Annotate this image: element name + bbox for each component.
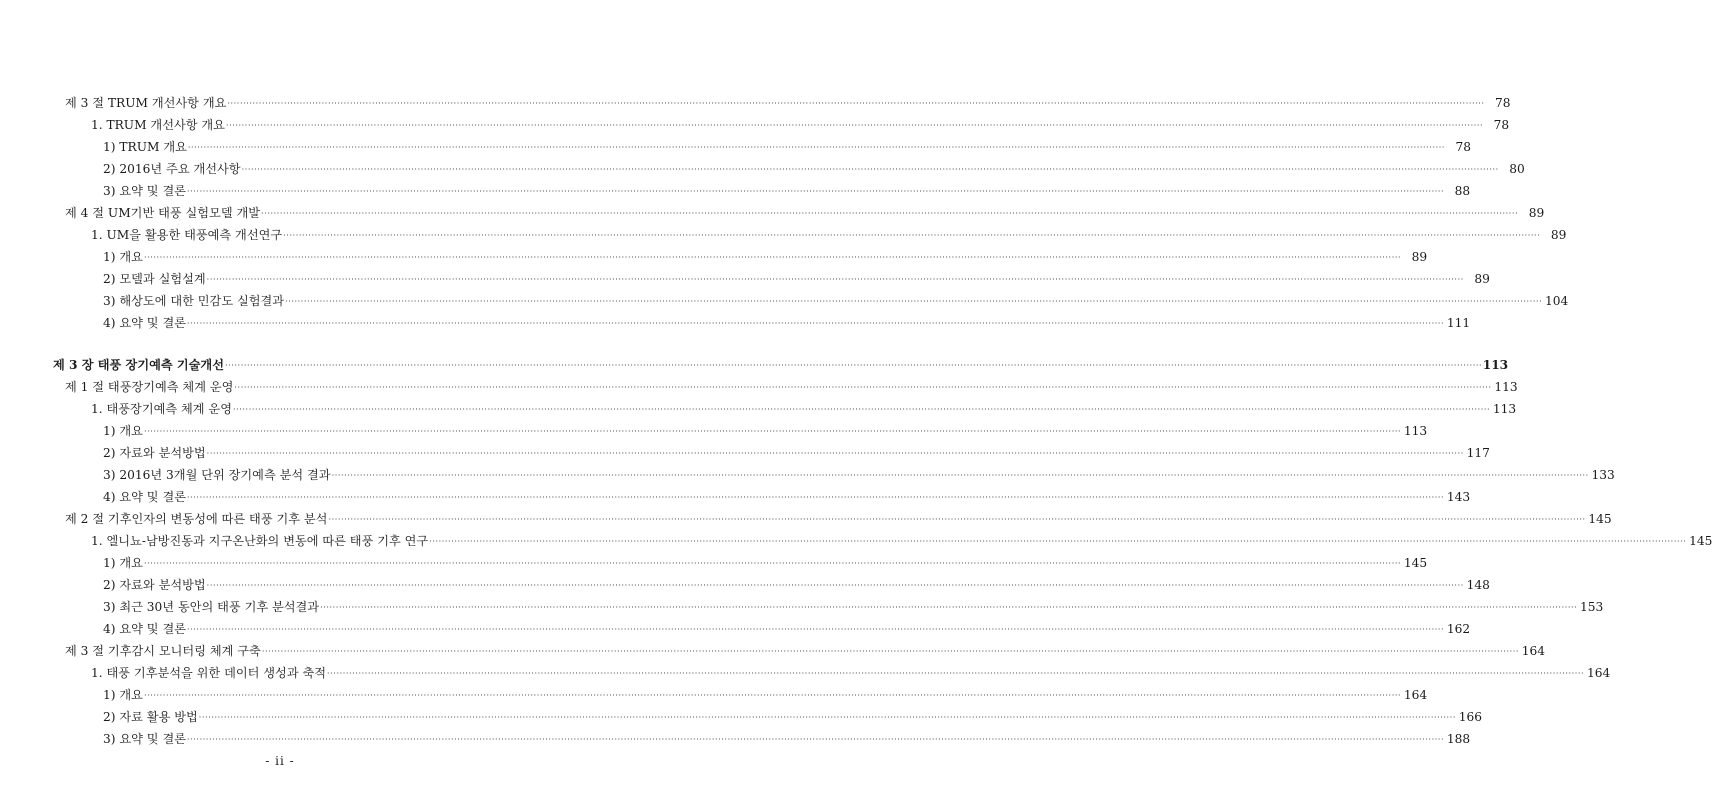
toc-dot-leader: ················································································································································································································································································································································································································ bbox=[187, 187, 1445, 196]
toc-entry-title: 2) 자료와 분석방법 bbox=[103, 446, 206, 460]
toc-entry-title: 1. 태풍 기후분석을 위한 데이터 생성과 축적 bbox=[91, 666, 327, 680]
toc-item-entry[interactable] bbox=[0, 592, 1604, 614]
toc-entry-title: 제 3 장 태풍 장기예측 기술개선 bbox=[53, 358, 224, 372]
toc-entry-page: 89 bbox=[1474, 272, 1490, 286]
toc-entry-title: 제 2 절 기후인자의 변동성에 따른 태풍 기후 분석 bbox=[65, 512, 328, 526]
toc-item-entry[interactable] bbox=[0, 614, 1471, 636]
toc-entry-page: 104 bbox=[1544, 294, 1569, 308]
toc-entry-page: 78 bbox=[1495, 96, 1511, 110]
toc-entry-title: 3) 2016년 3개월 단위 장기예측 분석 결과 bbox=[103, 468, 331, 482]
toc-dot-leader: ················································································································································································································································································································································································································ bbox=[143, 559, 1402, 568]
toc-section-entry[interactable] bbox=[0, 198, 1545, 220]
toc-item-entry[interactable] bbox=[0, 702, 1482, 724]
toc-item-entry[interactable] bbox=[0, 482, 1471, 504]
toc-dot-leader: ················································································································································································································································································································································································································ bbox=[232, 405, 1491, 414]
toc-dot-leader: ················································································································································································································································································································································································································ bbox=[331, 471, 1589, 480]
toc-subsection-entry[interactable] bbox=[0, 526, 1712, 548]
toc-entry-title: 제 3 절 TRUM 개선사항 개요 bbox=[65, 96, 227, 110]
toc-entry-page: 78 bbox=[1493, 118, 1510, 132]
toc-entry-title: 4) 요약 및 결론 bbox=[103, 490, 186, 504]
toc-entry-title: 3) 최근 30년 동안의 태풍 기후 분석결과 bbox=[103, 600, 320, 614]
toc-entry-title: 3) 요약 및 결론 bbox=[103, 184, 186, 198]
toc-item-entry[interactable] bbox=[0, 264, 1490, 286]
toc-dot-leader: ················································································································································································································································································································································································································ bbox=[429, 537, 1687, 546]
toc-entry-title: 4) 요약 및 결론 bbox=[103, 622, 186, 636]
toc-entry-page: 113 bbox=[1403, 424, 1428, 438]
toc-section-entry[interactable] bbox=[0, 372, 1518, 394]
toc-entry-title: 4) 요약 및 결론 bbox=[103, 316, 186, 330]
toc-section-entry[interactable] bbox=[0, 504, 1612, 526]
toc-entry-title: 1) TRUM 개요 bbox=[103, 140, 187, 154]
toc-section-entry[interactable] bbox=[0, 88, 1511, 110]
toc-subsection-entry[interactable] bbox=[0, 110, 1510, 132]
toc-item-entry[interactable] bbox=[0, 416, 1428, 438]
toc-entry-title: 2) 자료 활용 방법 bbox=[103, 710, 198, 724]
toc-dot-leader: ················································································································································································································································································································································································································ bbox=[283, 231, 1541, 240]
toc-item-entry[interactable] bbox=[0, 154, 1525, 176]
page-number: - ii - bbox=[265, 754, 295, 768]
toc-item-entry[interactable] bbox=[0, 286, 1569, 308]
toc-subsection-entry[interactable] bbox=[0, 220, 1567, 242]
toc-entry-page: 162 bbox=[1446, 622, 1471, 636]
toc-dot-leader: ················································································································································································································································································································································································································ bbox=[143, 427, 1402, 436]
toc-entry-page: 145 bbox=[1588, 512, 1612, 526]
toc-dot-leader: ················································································································································································································································································································································································································ bbox=[261, 647, 1520, 656]
toc-entry-page: 153 bbox=[1580, 600, 1604, 614]
toc-item-entry[interactable] bbox=[0, 132, 1472, 154]
toc-entry-page: 89 bbox=[1411, 250, 1428, 264]
toc-dot-leader: ················································································································································································································································································································································································································ bbox=[187, 493, 1445, 502]
toc-dot-leader: ················································································································································································································································································································································································································ bbox=[320, 603, 1578, 612]
toc-dot-leader: ················································································································································································································································································································································································································ bbox=[206, 275, 1464, 284]
toc-entry-title: 1. 엘니뇨-남방진동과 지구온난화의 변동에 따른 태풍 기후 연구 bbox=[91, 534, 429, 548]
toc-entry-title: 1. 태풍장기예측 체계 운영 bbox=[91, 402, 232, 416]
toc-dot-leader: ················································································································································································································································································································································································································ bbox=[198, 713, 1456, 722]
toc-entry-page: 133 bbox=[1591, 468, 1615, 482]
toc-chapter-entry[interactable] bbox=[0, 350, 1509, 372]
toc-entry-page: 113 bbox=[1482, 358, 1509, 372]
toc-entry-title: 제 1 절 태풍장기예측 체계 운영 bbox=[65, 380, 234, 394]
toc-entry-title: 2) 모델과 실험설계 bbox=[103, 272, 206, 286]
toc-item-entry[interactable] bbox=[0, 176, 1471, 198]
toc-entry-title: 1) 개요 bbox=[103, 556, 143, 570]
toc-item-entry[interactable] bbox=[0, 570, 1490, 592]
toc-item-entry[interactable] bbox=[0, 242, 1428, 264]
toc-entry-page: 88 bbox=[1454, 184, 1471, 198]
toc-entry-page: 188 bbox=[1446, 732, 1471, 746]
toc-dot-leader: ················································································································································································································································································································································································································ bbox=[225, 121, 1484, 130]
toc-entry-page: 164 bbox=[1586, 666, 1611, 680]
toc-dot-leader: ················································································································································································································································································································································································································ bbox=[187, 319, 1445, 328]
toc-dot-leader: ················································································································································································································································································································································································································ bbox=[261, 209, 1519, 218]
toc-dot-leader: ················································································································································································································································································································································································································ bbox=[224, 361, 1483, 370]
toc-entry-page: 164 bbox=[1521, 644, 1546, 658]
toc-section-entry[interactable] bbox=[0, 636, 1546, 658]
toc-item-entry[interactable] bbox=[0, 308, 1471, 330]
toc-entry-title: 1) 개요 bbox=[103, 688, 143, 702]
toc-entry-title: 1) 개요 bbox=[103, 250, 143, 264]
toc-entry-page: 145 bbox=[1689, 534, 1712, 548]
toc-item-entry[interactable] bbox=[0, 680, 1428, 702]
toc-entry-title: 2) 2016년 주요 개선사항 bbox=[103, 162, 241, 176]
toc-dot-leader: ················································································································································································································································································································································································································ bbox=[234, 383, 1492, 392]
toc-dot-leader: ················································································································································································································································································································································································································ bbox=[187, 625, 1445, 634]
toc-dot-leader: ················································································································································································································································································································································································································ bbox=[187, 735, 1445, 744]
toc-entry-title: 1. TRUM 개선사항 개요 bbox=[91, 118, 225, 132]
toc-entry-title: 제 4 절 UM기반 태풍 실험모델 개발 bbox=[65, 206, 261, 220]
toc-entry-title: 1) 개요 bbox=[103, 424, 143, 438]
toc-dot-leader: ················································································································································································································································································································································································································ bbox=[241, 165, 1499, 174]
toc-entry-page: 164 bbox=[1403, 688, 1428, 702]
toc-entry-page: 113 bbox=[1494, 380, 1518, 394]
toc-dot-leader: ················································································································································································································································································································································································································ bbox=[327, 669, 1585, 678]
toc-entry-title: 3) 요약 및 결론 bbox=[103, 732, 186, 746]
toc-entry-page: 166 bbox=[1458, 710, 1482, 724]
toc-item-entry[interactable] bbox=[0, 548, 1428, 570]
toc-dot-leader: ················································································································································································································································································································································································································ bbox=[206, 581, 1464, 590]
toc-entry-page: 145 bbox=[1403, 556, 1428, 570]
toc-entry-title: 제 3 절 기후감시 모니터링 체계 구축 bbox=[65, 644, 261, 658]
toc-subsection-entry[interactable] bbox=[0, 394, 1517, 416]
toc-dot-leader: ················································································································································································································································································································································································································ bbox=[328, 515, 1586, 524]
toc-dot-leader: ················································································································································································································································································································································································································ bbox=[206, 449, 1464, 458]
toc-entry-page: 89 bbox=[1528, 206, 1545, 220]
toc-entry-page: 78 bbox=[1455, 140, 1472, 154]
toc-dot-leader: ················································································································································································································································································································································································································ bbox=[143, 253, 1402, 262]
toc-entry-title: 3) 해상도에 대한 민감도 실험결과 bbox=[103, 294, 285, 308]
toc-dot-leader: ················································································································································································································································································································································································································ bbox=[285, 297, 1543, 306]
toc-item-entry[interactable] bbox=[0, 460, 1615, 482]
table-of-contents bbox=[0, 88, 1712, 746]
toc-entry-page: 117 bbox=[1466, 446, 1490, 460]
toc-entry-page: 80 bbox=[1509, 162, 1525, 176]
toc-dot-leader: ················································································································································································································································································································································································································ bbox=[187, 143, 1446, 152]
toc-entry-title: 2) 자료와 분석방법 bbox=[103, 578, 206, 592]
toc-entry-page: 89 bbox=[1550, 228, 1567, 242]
toc-entry-page: 113 bbox=[1492, 402, 1517, 416]
toc-entry-page: 143 bbox=[1446, 490, 1471, 504]
toc-item-entry[interactable] bbox=[0, 724, 1471, 746]
toc-entry-page: 111 bbox=[1446, 316, 1471, 330]
toc-dot-leader: ················································································································································································································································································································································································································ bbox=[143, 691, 1402, 700]
toc-item-entry[interactable] bbox=[0, 438, 1490, 460]
toc-subsection-entry[interactable] bbox=[0, 658, 1611, 680]
toc-dot-leader: ················································································································································································································································································································································································································ bbox=[227, 99, 1485, 108]
toc-entry-page: 148 bbox=[1466, 578, 1490, 592]
toc-entry-title: 1. UM을 활용한 태풍예측 개선연구 bbox=[91, 228, 283, 242]
